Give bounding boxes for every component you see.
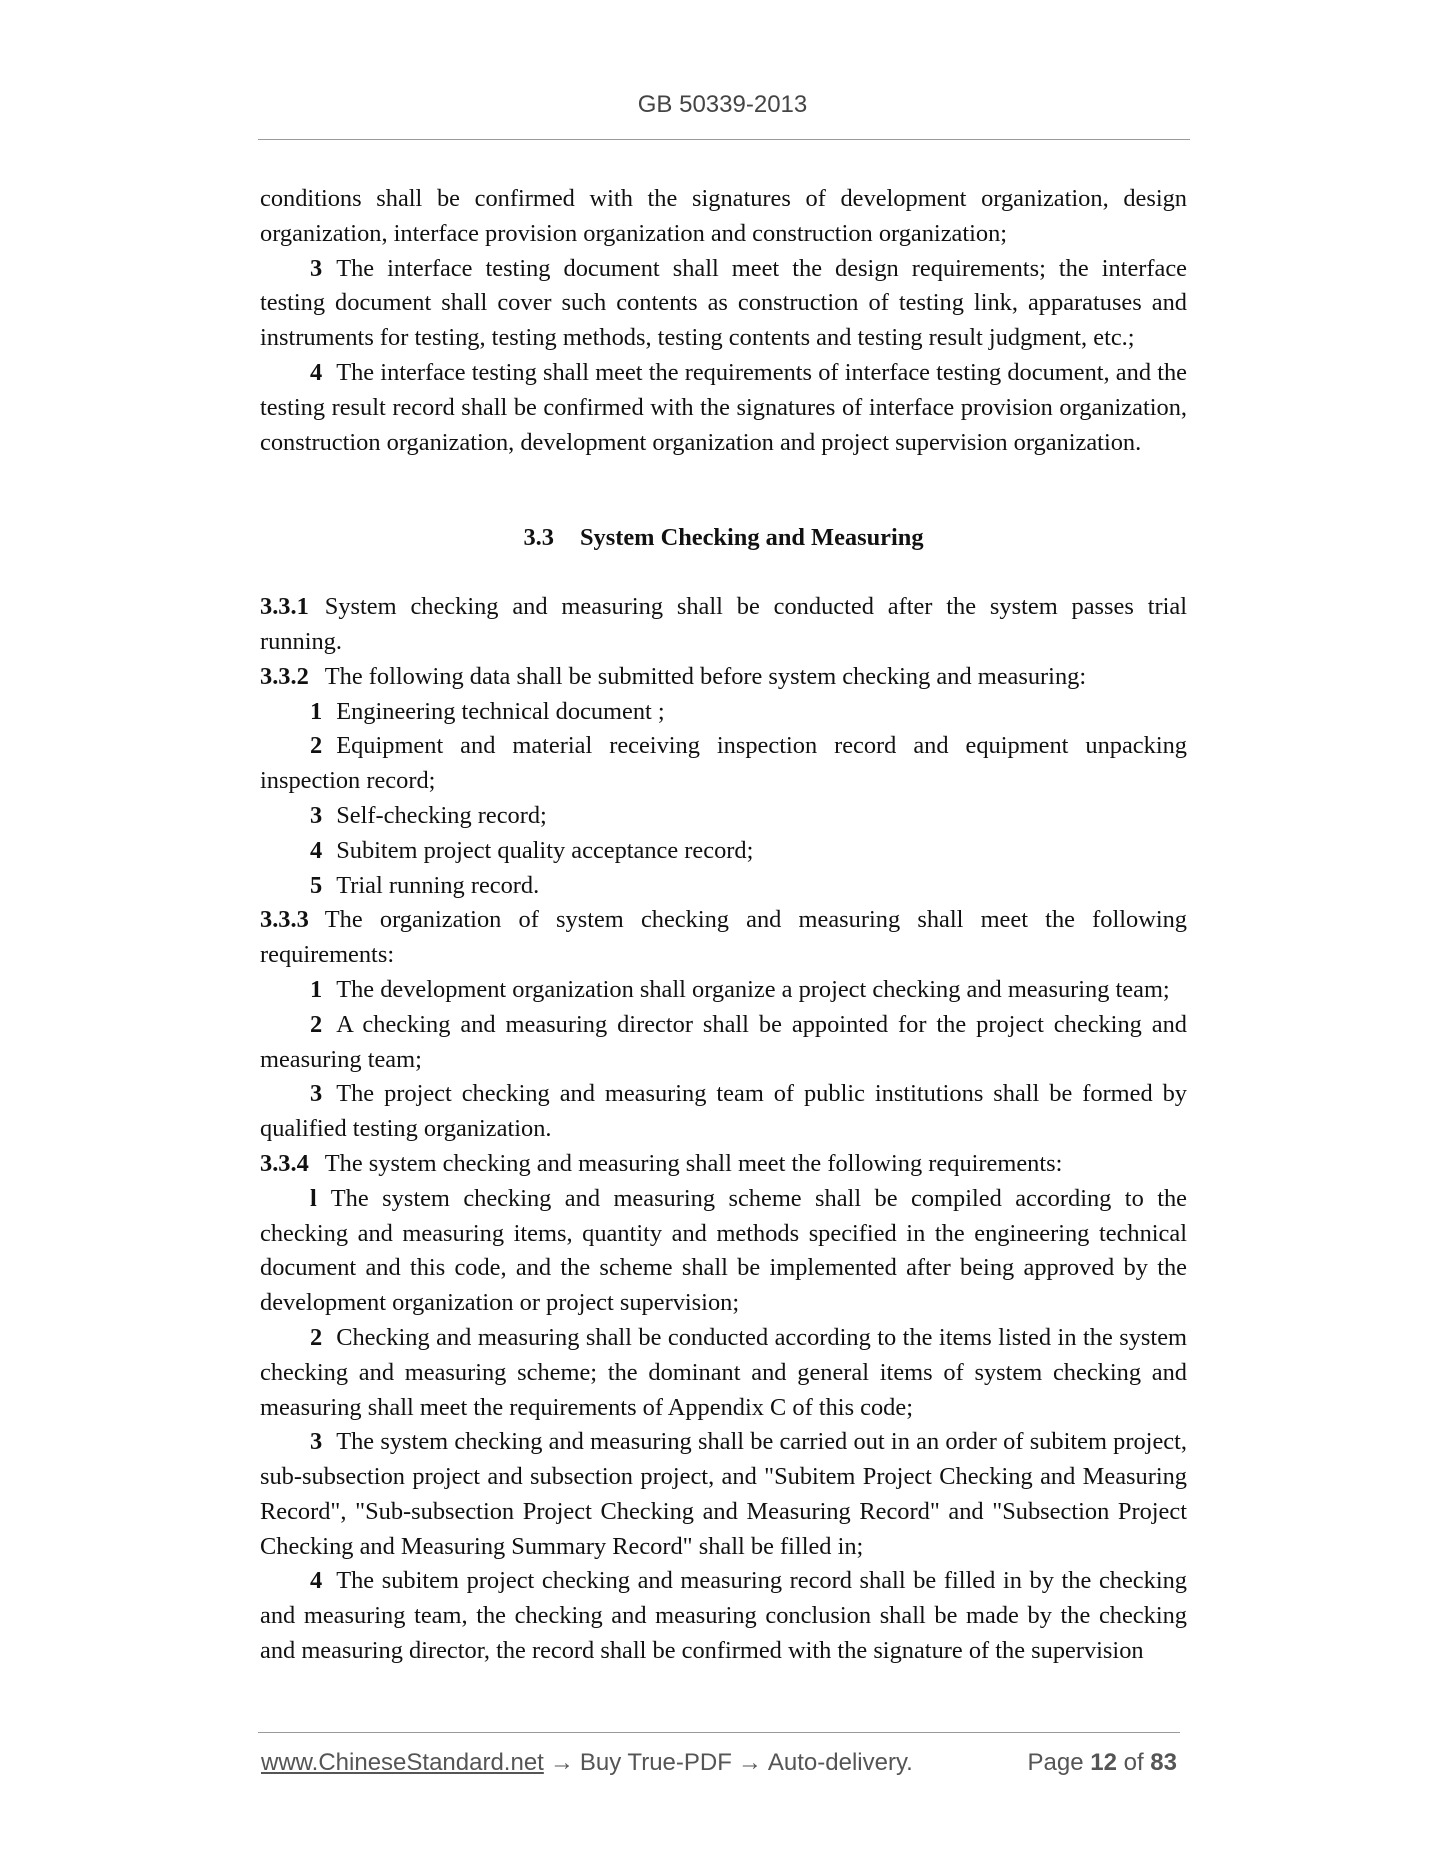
clause-3-3-4 [260,1147,1187,1182]
buy-true-pdf-text: Buy True-PDF [579,1749,732,1776]
list-item [260,869,1187,904]
item-number: 3 [310,1080,323,1108]
footer-divider [258,1732,1180,1733]
item-text: The system checking and measuring shall be carried out in an order of subitem project, sub-subsection project and subsection project, and "Subitem Project Checking and Measuring Record", "Sub-subsection Project Checking and Measuring Record" and "Subsection Project Checking and Measuring Summary Record" shall be filled in; [260,1428,1187,1560]
item-number: 4 [310,358,323,386]
clause-text: The system checking and measuring shall meet the following requirements: [324,1149,1063,1177]
item-text: A checking and measuring director shall be appointed for the project checking and measuring team; [260,1010,1187,1073]
clause-3-3-2 [260,660,1187,695]
clause-3-3-3 [260,903,1187,973]
list-item [260,973,1187,1008]
item-number: 3 [310,1428,323,1456]
arrow-right-icon: → [737,1749,762,1776]
item-number: 2 [310,1323,323,1351]
clause-text: System checking and measuring shall be conducted after the system passes trial running. [260,593,1187,655]
list-item [260,799,1187,834]
clause-number: 3.3.1 [260,593,309,621]
current-page-number: 12 [1090,1749,1117,1776]
list-item [260,729,1187,799]
total-pages-number: 83 [1150,1749,1177,1776]
item-text: Trial running record. [336,871,540,899]
list-item [260,1564,1187,1668]
item-text: The project checking and measuring team of public institutions shall be formed by qualified testing organization. [260,1080,1187,1143]
page-content [260,182,1187,1669]
clause-text: The following data shall be submitted before system checking and measuring: [324,662,1087,690]
item-text: The interface testing shall meet the requirements of interface testing document, and the testing result record shall be confirmed with the signatures of interface provision organization, construction organization, development organization and project supervision organization. [260,358,1187,456]
section-heading [260,521,1187,556]
item-text: The subitem project checking and measuring record shall be filled in by the checking and measuring team, the checking and measuring conclusion shall be made by the checking and measuring director, the record shall be confirmed with the signature of the supervision [260,1567,1187,1665]
item-text: The interface testing document shall meet the design requirements; the interface testing document shall cover such contents as construction of testing link, apparatuses and instruments for testing, testing methods, testing contents and testing result judgment, etc.; [260,254,1187,352]
list-item [260,1425,1187,1564]
list-item [260,1321,1187,1425]
item-number: 1 [310,697,323,725]
item-number: 3 [310,254,323,282]
arrow-right-icon: → [549,1749,574,1776]
clause-number: 3.3.2 [260,662,309,690]
clause-text: The organization of system checking and measuring shall meet the following requirements: [260,906,1187,969]
list-item [260,834,1187,869]
clause-number: 3.3.3 [260,906,309,934]
item-text: Engineering technical document ; [336,697,665,725]
footer-promo [261,1747,913,1779]
list-item [260,252,1187,356]
item-text: The development organization shall organize a project checking and measuring team; [336,975,1170,1003]
section-number: 3.3 [523,524,554,552]
item-text: Subitem project quality acceptance record; [336,836,754,864]
document-code: GB 50339-2013 [637,91,808,118]
continuation-paragraph: conditions shall be confirmed with the signatures of development organization, design organization, interface provision organization and construction organization; [260,185,1187,247]
clause-3-3-1 [260,590,1187,660]
website-link[interactable]: www.ChineseStandard.net [261,1749,544,1776]
item-text: Checking and measuring shall be conducted according to the items listed in the system checking and measuring scheme; the dominant and general items of system checking and measuring shall meet the requirements of Appendix C of this code; [260,1323,1187,1421]
auto-delivery-text: Auto-delivery. [767,1749,913,1776]
item-text: Equipment and material receiving inspection record and equipment unpacking inspection record; [260,732,1187,795]
header-divider [258,139,1190,140]
clause-number: 3.3.4 [260,1149,309,1177]
list-item [260,1077,1187,1147]
list-item [260,695,1187,730]
item-number: l [310,1184,317,1212]
item-number: 5 [310,871,323,899]
list-item [260,1008,1187,1078]
item-number: 4 [310,836,323,864]
item-number: 3 [310,801,323,829]
item-number: 2 [310,732,323,760]
page-label: Page [1027,1749,1084,1776]
page-indicator [1028,1747,1178,1779]
item-number: 4 [310,1567,323,1595]
item-number: 2 [310,1010,323,1038]
item-number: 1 [310,975,323,1003]
item-text: Self-checking record; [336,801,547,829]
list-item [260,356,1187,460]
list-item [260,1182,1187,1321]
section-title: System Checking and Measuring [579,524,924,552]
page-of-label: of [1123,1749,1144,1776]
item-text: The system checking and measuring scheme shall be compiled according to the checking and measuring items, quantity and methods specified in the engineering technical document and this code, and the scheme shall be implemented after being approved by the development organization or project supervision; [260,1184,1187,1317]
